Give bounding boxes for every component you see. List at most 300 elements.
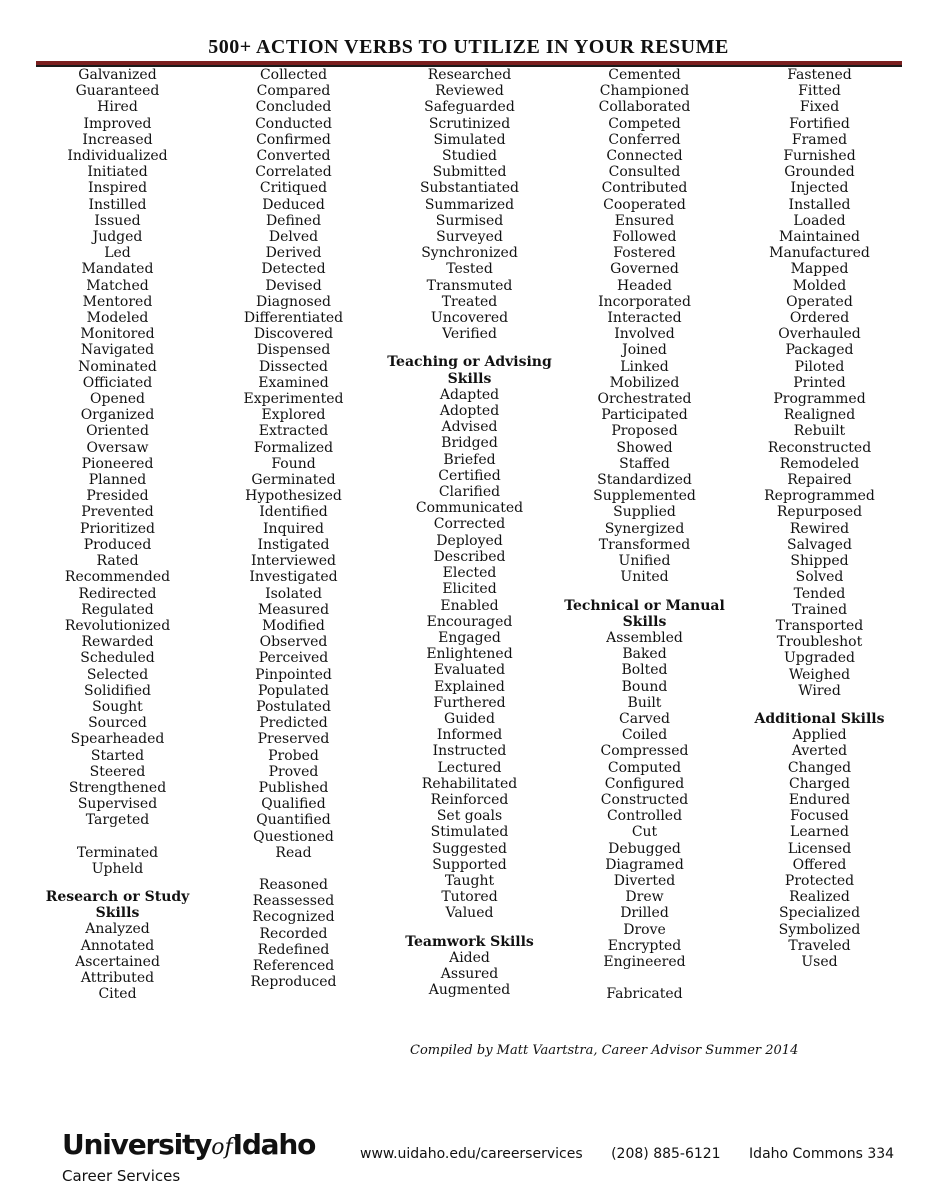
verb-item: Devised bbox=[265, 277, 322, 294]
verb-item: Stimulated bbox=[430, 824, 509, 841]
verb-item: Engaged bbox=[438, 629, 501, 646]
verb-item: Operated bbox=[786, 293, 853, 310]
verb-item: Proposed bbox=[611, 423, 678, 440]
verb-item: Prevented bbox=[81, 504, 154, 521]
verb-item: Assembled bbox=[606, 629, 683, 646]
verb-item: Encrypted bbox=[607, 937, 682, 954]
phone-number: (208) 885-6121 bbox=[611, 1146, 721, 1162]
verb-item: Communicated bbox=[415, 500, 524, 517]
verb-item: Substantiated bbox=[419, 180, 520, 197]
verb-item: Judged bbox=[92, 229, 143, 246]
verb-item: Controlled bbox=[606, 808, 683, 825]
verb-item: Formalized bbox=[253, 439, 334, 456]
verb-column-2 bbox=[206, 67, 381, 990]
verb-item: Rated bbox=[96, 553, 139, 570]
verb-item: Coiled bbox=[621, 727, 668, 744]
verb-item: United bbox=[620, 569, 669, 586]
verb-item: Conducted bbox=[255, 115, 332, 132]
footer-contact bbox=[360, 1146, 894, 1162]
university-logo bbox=[62, 1128, 315, 1185]
verb-item: Fixed bbox=[799, 99, 840, 116]
verb-item: Concluded bbox=[255, 99, 332, 116]
verb-item: Packaged bbox=[785, 342, 854, 359]
verb-item: Endured bbox=[788, 791, 851, 808]
verb-item: Adapted bbox=[439, 386, 500, 403]
section-gap bbox=[382, 342, 557, 354]
verb-item: Identified bbox=[259, 504, 328, 521]
verb-item: Reviewed bbox=[435, 83, 504, 100]
verb-item: Wired bbox=[798, 682, 841, 699]
verb-item: Interviewed bbox=[250, 553, 337, 570]
verb-item: Showed bbox=[616, 439, 673, 456]
verb-item: Informed bbox=[436, 727, 503, 744]
page-title: 500+ ACTION VERBS TO UTILIZE IN YOUR RESUME bbox=[208, 36, 729, 58]
verb-item: Led bbox=[104, 245, 131, 262]
verb-item: Planned bbox=[88, 472, 147, 489]
verb-item: Programmed bbox=[773, 391, 866, 408]
verb-item: Certified bbox=[438, 467, 501, 484]
verb-item: Printed bbox=[793, 374, 846, 391]
logo-university-text: University bbox=[62, 1128, 212, 1161]
verb-item: Read bbox=[275, 844, 312, 861]
verb-item: Shipped bbox=[790, 553, 849, 570]
verb-item: Grounded bbox=[784, 164, 855, 181]
verb-column-1 bbox=[30, 67, 205, 1002]
verb-item: Upgraded bbox=[784, 650, 855, 667]
verb-item: Advised bbox=[441, 419, 498, 436]
verb-item: Governed bbox=[610, 261, 679, 278]
verb-item: Symbolized bbox=[778, 921, 861, 938]
verb-item: Simulated bbox=[433, 131, 506, 148]
verb-item: Applied bbox=[792, 727, 847, 744]
verb-item: Safeguarded bbox=[424, 99, 515, 116]
verb-item: Rewired bbox=[789, 520, 850, 537]
verb-item: Sought bbox=[92, 698, 143, 715]
verb-item: Fastened bbox=[787, 67, 852, 83]
verb-item: Oversaw bbox=[86, 439, 149, 456]
verb-item: Terminated bbox=[76, 844, 159, 861]
verb-item: Started bbox=[90, 747, 145, 764]
verb-item: Presided bbox=[86, 488, 149, 505]
verb-column-5 bbox=[732, 67, 907, 970]
verb-item: Fabricated bbox=[606, 986, 683, 1003]
verb-item: Overhauled bbox=[778, 326, 861, 343]
verb-item: Delved bbox=[268, 229, 319, 246]
verb-item: Inspired bbox=[87, 180, 148, 197]
verb-item: Repaired bbox=[787, 472, 852, 489]
verb-item: Critiqued bbox=[259, 180, 328, 197]
verb-item: Hypothesized bbox=[245, 488, 342, 505]
verb-item: Collaborated bbox=[598, 99, 691, 116]
verb-item: Explored bbox=[261, 407, 326, 424]
verb-item: Tutored bbox=[441, 889, 498, 906]
section-heading: Teaching or Advising Skills bbox=[387, 354, 552, 387]
verb-item: Headed bbox=[616, 277, 673, 294]
verb-item: Debugged bbox=[608, 840, 681, 857]
verb-item: Converted bbox=[256, 148, 331, 165]
verb-item: Mapped bbox=[790, 261, 849, 278]
logo-wordmark bbox=[62, 1128, 315, 1165]
verb-item: Bridged bbox=[441, 435, 498, 452]
verb-item: Scheduled bbox=[80, 650, 155, 667]
verb-item: Staffed bbox=[619, 455, 670, 472]
section-gap bbox=[30, 829, 205, 845]
verb-item: Recorded bbox=[259, 925, 328, 942]
verb-item: Surmised bbox=[435, 212, 504, 229]
verb-item: Deployed bbox=[436, 532, 503, 549]
office-location: Idaho Commons 334 bbox=[749, 1146, 895, 1162]
verb-item: Rehabilitated bbox=[421, 775, 518, 792]
verb-item: Traveled bbox=[788, 937, 851, 954]
verb-item: Changed bbox=[787, 759, 852, 776]
verb-item: Realigned bbox=[783, 407, 856, 424]
verb-item: Correlated bbox=[255, 164, 332, 181]
verb-item: Produced bbox=[83, 536, 152, 553]
verb-item: Monitored bbox=[80, 326, 155, 343]
verb-item: Examined bbox=[258, 374, 329, 391]
verb-item: Adopted bbox=[439, 403, 500, 420]
verb-item: Corrected bbox=[433, 516, 506, 533]
verb-item: Protected bbox=[784, 872, 855, 889]
verb-item: Defined bbox=[265, 212, 322, 229]
verb-item: Derived bbox=[265, 245, 322, 262]
verb-item: Salvaged bbox=[787, 536, 852, 553]
verb-item: Spearheaded bbox=[70, 731, 165, 748]
verb-item: Standardized bbox=[597, 472, 692, 489]
section-heading: Additional Skills bbox=[754, 710, 885, 727]
verb-item: Encouraged bbox=[426, 613, 513, 630]
verb-item: Extracted bbox=[258, 423, 329, 440]
verb-item: Dissected bbox=[258, 358, 329, 375]
verb-item: Navigated bbox=[80, 342, 155, 359]
section-gap bbox=[732, 699, 907, 711]
verb-item: Evaluated bbox=[433, 662, 506, 679]
verb-item: Probed bbox=[268, 747, 319, 764]
verb-item: Fitted bbox=[798, 83, 841, 100]
verb-item: Competed bbox=[608, 115, 681, 132]
verb-item: Upheld bbox=[91, 860, 144, 877]
verb-item: Repurposed bbox=[776, 504, 863, 521]
verb-item: Perceived bbox=[258, 650, 329, 667]
verb-item: Matched bbox=[86, 277, 149, 294]
verb-item: Interacted bbox=[607, 310, 682, 327]
verb-item: Issued bbox=[94, 212, 141, 229]
verb-item: Submitted bbox=[432, 164, 507, 181]
verb-item: Elicited bbox=[442, 581, 497, 598]
verb-column-3 bbox=[382, 67, 557, 998]
verb-item: Analyzed bbox=[85, 921, 150, 938]
verb-item: Furthered bbox=[433, 694, 506, 711]
verb-item: Participated bbox=[601, 407, 688, 424]
verb-item: Mentored bbox=[82, 293, 153, 310]
verb-item: Described bbox=[433, 548, 506, 565]
verb-item: Manufactured bbox=[769, 245, 870, 262]
verb-item: Ascertained bbox=[75, 953, 160, 970]
verb-item: Synergized bbox=[604, 520, 685, 537]
verb-item: Loaded bbox=[793, 212, 846, 229]
verb-item: Bolted bbox=[621, 662, 668, 679]
verb-item: Opened bbox=[90, 391, 145, 408]
verb-item: Germinated bbox=[251, 472, 336, 489]
verb-item: Detected bbox=[261, 261, 326, 278]
verb-item: Followed bbox=[612, 229, 677, 246]
verb-item: Published bbox=[258, 779, 329, 796]
verb-item: Increased bbox=[82, 131, 153, 148]
verb-item: Conferred bbox=[608, 131, 681, 148]
verb-item: Measured bbox=[257, 601, 330, 618]
verb-item: Bound bbox=[621, 678, 668, 695]
verb-item: Furnished bbox=[783, 148, 856, 165]
verb-item: Molded bbox=[792, 277, 847, 294]
verb-item: Proved bbox=[268, 763, 319, 780]
verb-item: Orchestrated bbox=[597, 391, 692, 408]
verb-item: Individualized bbox=[67, 148, 168, 165]
logo-idaho-text: Idaho bbox=[232, 1128, 316, 1161]
verb-item: Instructed bbox=[432, 743, 507, 760]
verb-item: Connected bbox=[606, 148, 683, 165]
verb-item: Collected bbox=[259, 67, 328, 83]
verb-item: Summarized bbox=[424, 196, 515, 213]
verb-item: Questioned bbox=[253, 828, 334, 845]
verb-item: Attributed bbox=[80, 969, 155, 986]
verb-item: Modeled bbox=[86, 310, 149, 327]
verb-item: Nominated bbox=[78, 358, 157, 375]
verb-item: Explained bbox=[434, 678, 505, 695]
verb-item: Guided bbox=[444, 710, 495, 727]
verb-item: Charged bbox=[789, 775, 850, 792]
verb-item: Supplied bbox=[613, 504, 676, 521]
verb-item: Augmented bbox=[428, 982, 511, 999]
verb-item: Linked bbox=[620, 358, 669, 375]
verb-item: Diverted bbox=[613, 872, 676, 889]
verb-item: Supplemented bbox=[593, 488, 696, 505]
verb-item: Guaranteed bbox=[75, 83, 160, 100]
verb-item: Recognized bbox=[252, 909, 335, 926]
verb-item: Discovered bbox=[253, 326, 334, 343]
verb-item: Reassessed bbox=[252, 893, 335, 910]
verb-item: Offered bbox=[792, 856, 847, 873]
verb-item: Ordered bbox=[789, 310, 850, 327]
verb-item: Inquired bbox=[263, 520, 324, 537]
verb-item: Strengthened bbox=[68, 779, 167, 796]
verb-item: Pioneered bbox=[81, 455, 154, 472]
verb-item: Instilled bbox=[88, 196, 147, 213]
verb-item: Contributed bbox=[601, 180, 688, 197]
verb-item: Redirected bbox=[78, 585, 157, 602]
verb-item: Referenced bbox=[252, 957, 335, 974]
verb-item: Synchronized bbox=[421, 245, 518, 262]
verb-item: Averted bbox=[791, 743, 848, 760]
verb-item: Drew bbox=[625, 889, 664, 906]
verb-item: Pinpointed bbox=[255, 666, 332, 683]
verb-item: Reconstructed bbox=[767, 439, 872, 456]
section-gap bbox=[557, 970, 732, 986]
verb-item: Assured bbox=[440, 965, 499, 982]
verb-item: Annotated bbox=[80, 937, 155, 954]
verb-item: Consulted bbox=[608, 164, 681, 181]
verb-item: Reinforced bbox=[430, 791, 509, 808]
verb-item: Verified bbox=[442, 326, 497, 343]
verb-item: Isolated bbox=[265, 585, 322, 602]
verb-item: Carved bbox=[619, 710, 670, 727]
verb-item: Officiated bbox=[82, 374, 153, 391]
verb-item: Rewarded bbox=[81, 634, 154, 651]
verb-item: Mandated bbox=[81, 261, 154, 278]
verb-item: Transmuted bbox=[426, 277, 513, 294]
verb-item: Oriented bbox=[86, 423, 149, 440]
verb-item: Regulated bbox=[81, 601, 154, 618]
verb-item: Surveyed bbox=[436, 229, 503, 246]
verb-item: Differentiated bbox=[243, 310, 344, 327]
verb-item: Supported bbox=[432, 856, 507, 873]
verb-item: Suggested bbox=[432, 840, 507, 857]
section-heading: Technical or Manual Skills bbox=[564, 597, 725, 630]
verb-item: Trained bbox=[791, 601, 848, 618]
verb-item: Deduced bbox=[262, 196, 325, 213]
verb-item: Compressed bbox=[600, 743, 689, 760]
verb-item: Quantified bbox=[256, 812, 331, 829]
verb-item: Recommended bbox=[64, 569, 171, 586]
section-gap bbox=[382, 922, 557, 934]
logo-of-text: of bbox=[211, 1135, 233, 1160]
verb-item: Remodeled bbox=[779, 455, 860, 472]
verb-item: Modified bbox=[262, 617, 325, 634]
verb-item: Reprogrammed bbox=[764, 488, 875, 505]
verb-item: Engineered bbox=[603, 953, 686, 970]
verb-item: Specialized bbox=[778, 905, 861, 922]
verb-item: Experimented bbox=[243, 391, 344, 408]
verb-item: Tested bbox=[446, 261, 493, 278]
verb-item: Computed bbox=[607, 759, 682, 776]
verb-item: Drilled bbox=[620, 905, 669, 922]
verb-item: Diagramed bbox=[605, 856, 684, 873]
verb-item: Researched bbox=[427, 67, 512, 83]
verb-item: Reasoned bbox=[258, 876, 329, 893]
compiled-by-credit: Compiled by Matt Vaartstra, Career Advisor Summer 2014 bbox=[410, 1043, 799, 1058]
verb-item: Diagnosed bbox=[256, 293, 331, 310]
verb-item: Transported bbox=[775, 617, 864, 634]
verb-item: Preserved bbox=[257, 731, 330, 748]
logo-subtitle: Career Services bbox=[62, 1167, 181, 1185]
verb-item: Focused bbox=[790, 808, 849, 825]
verb-item: Cut bbox=[631, 824, 658, 841]
verb-item: Realized bbox=[789, 889, 850, 906]
verb-item: Cemented bbox=[608, 67, 681, 83]
verb-item: Uncovered bbox=[430, 310, 509, 327]
verb-item: Investigated bbox=[249, 569, 338, 586]
verb-item: Ensured bbox=[614, 212, 675, 229]
verb-item: Maintained bbox=[779, 229, 860, 246]
verb-item: Populated bbox=[258, 682, 329, 699]
verb-item: Baked bbox=[622, 646, 667, 663]
verb-item: Solved bbox=[795, 569, 844, 586]
section-heading: Research or Study Skills bbox=[45, 888, 190, 922]
verb-item: Revolutionized bbox=[64, 617, 171, 634]
verb-item: Dispensed bbox=[256, 342, 331, 359]
verb-item: Elected bbox=[442, 565, 497, 582]
verb-item: Improved bbox=[83, 115, 152, 132]
verb-item: Drove bbox=[623, 921, 666, 938]
verb-item: Framed bbox=[791, 131, 848, 148]
verb-item: Installed bbox=[788, 196, 851, 213]
verb-item: Tended bbox=[793, 585, 846, 602]
verb-item: Mobilized bbox=[609, 374, 680, 391]
verb-item: Studied bbox=[442, 148, 497, 165]
verb-item: Constructed bbox=[600, 791, 689, 808]
verb-item: Injected bbox=[790, 180, 849, 197]
verb-item: Initiated bbox=[87, 164, 148, 181]
verb-item: Selected bbox=[86, 666, 149, 683]
verb-item: Enlightened bbox=[426, 646, 513, 663]
verb-item: Steered bbox=[89, 763, 146, 780]
section-gap bbox=[206, 861, 381, 877]
verb-item: Confirmed bbox=[256, 131, 331, 148]
verb-item: Compared bbox=[256, 83, 331, 100]
verb-item: Observed bbox=[259, 634, 328, 651]
verb-item: Predicted bbox=[259, 715, 328, 732]
verb-item: Cooperated bbox=[603, 196, 686, 213]
verb-item: Valued bbox=[445, 905, 494, 922]
verb-item: Joined bbox=[622, 342, 667, 359]
section-gap bbox=[557, 586, 732, 598]
verb-item: Instigated bbox=[257, 536, 330, 553]
verb-item: Organized bbox=[80, 407, 155, 424]
verb-item: Licensed bbox=[787, 840, 852, 857]
verb-item: Qualified bbox=[261, 796, 326, 813]
verb-item: Scrutinized bbox=[428, 115, 511, 132]
verb-item: Aided bbox=[449, 949, 490, 966]
verb-item: Prioritized bbox=[80, 520, 155, 537]
verb-item: Troubleshot bbox=[776, 634, 863, 651]
verb-item: Built bbox=[627, 694, 662, 711]
verb-item: Cited bbox=[98, 986, 137, 1003]
section-heading: Teamwork Skills bbox=[405, 933, 534, 950]
verb-item: Rebuilt bbox=[793, 423, 846, 440]
verb-item: Postulated bbox=[256, 698, 331, 715]
section-gap bbox=[30, 877, 205, 889]
verb-item: Championed bbox=[599, 83, 690, 100]
verb-item: Targeted bbox=[85, 812, 150, 829]
verb-item: Taught bbox=[444, 872, 495, 889]
verb-item: Used bbox=[801, 953, 838, 970]
verb-item: Transformed bbox=[598, 536, 691, 553]
verb-item: Incorporated bbox=[598, 293, 691, 310]
verb-item: Learned bbox=[790, 824, 849, 841]
verb-item: Piloted bbox=[794, 358, 845, 375]
verb-item: Configured bbox=[604, 775, 685, 792]
verb-item: Reproduced bbox=[250, 974, 337, 991]
verb-item: Sourced bbox=[88, 715, 147, 732]
verb-item: Unified bbox=[618, 553, 671, 570]
verb-item: Involved bbox=[614, 326, 675, 343]
verb-item: Weighed bbox=[788, 666, 851, 683]
verb-item: Fortified bbox=[789, 115, 850, 132]
verb-item: Hired bbox=[97, 99, 138, 116]
verb-item: Enabled bbox=[440, 597, 499, 614]
verb-column-4 bbox=[557, 67, 732, 1002]
website-link[interactable]: www.uidaho.edu/careerservices bbox=[360, 1146, 583, 1162]
verb-item: Fostered bbox=[613, 245, 676, 262]
verb-item: Lectured bbox=[437, 759, 502, 776]
verb-item: Galvanized bbox=[78, 67, 157, 83]
verb-item: Found bbox=[271, 455, 316, 472]
verb-item: Set goals bbox=[436, 808, 503, 825]
verb-item: Supervised bbox=[77, 796, 158, 813]
verb-item: Clarified bbox=[438, 484, 501, 501]
verb-item: Treated bbox=[441, 293, 498, 310]
verb-item: Redefined bbox=[257, 941, 330, 958]
verb-item: Briefed bbox=[443, 451, 496, 468]
